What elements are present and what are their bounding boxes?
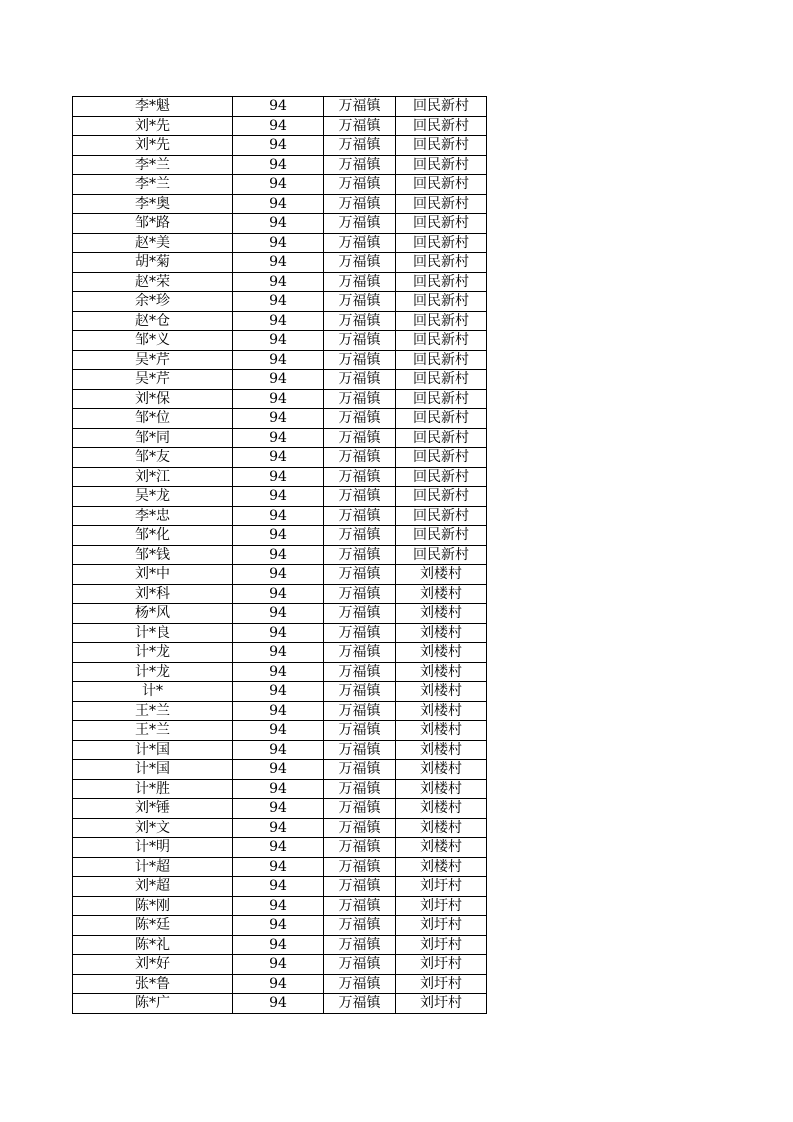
- value-cell: 94: [233, 935, 324, 955]
- name-cell: 刘*锤: [73, 799, 233, 819]
- value-cell: 94: [233, 331, 324, 351]
- value-cell: 94: [233, 194, 324, 214]
- table-row: [73, 974, 487, 994]
- village-cell: 刘楼村: [396, 799, 487, 819]
- table-row: [73, 877, 487, 897]
- name-cell: 邹*友: [73, 448, 233, 468]
- name-cell: 计*: [73, 682, 233, 702]
- village-cell: 回民新村: [396, 292, 487, 312]
- table-row: [73, 370, 487, 390]
- town-cell: 万福镇: [324, 643, 396, 663]
- table-row: [73, 311, 487, 331]
- town-cell: 万福镇: [324, 292, 396, 312]
- village-cell: 刘楼村: [396, 760, 487, 780]
- name-cell: 李*兰: [73, 155, 233, 175]
- name-cell: 刘*先: [73, 136, 233, 156]
- value-cell: 94: [233, 896, 324, 916]
- value-cell: 94: [233, 214, 324, 234]
- name-cell: 刘*好: [73, 955, 233, 975]
- name-cell: 刘*文: [73, 818, 233, 838]
- value-cell: 94: [233, 818, 324, 838]
- value-cell: 94: [233, 448, 324, 468]
- village-cell: 刘楼村: [396, 643, 487, 663]
- village-cell: 刘楼村: [396, 662, 487, 682]
- town-cell: 万福镇: [324, 526, 396, 546]
- value-cell: 94: [233, 857, 324, 877]
- name-cell: 陈*刚: [73, 896, 233, 916]
- name-cell: 吴*龙: [73, 487, 233, 507]
- village-cell: 回民新村: [396, 526, 487, 546]
- table-row: [73, 233, 487, 253]
- name-cell: 邹*路: [73, 214, 233, 234]
- table-row: [73, 721, 487, 741]
- name-cell: 邹*钱: [73, 545, 233, 565]
- value-cell: 94: [233, 701, 324, 721]
- name-cell: 邹*位: [73, 409, 233, 429]
- village-cell: 回民新村: [396, 97, 487, 117]
- name-cell: 王*兰: [73, 701, 233, 721]
- town-cell: 万福镇: [324, 721, 396, 741]
- village-cell: 回民新村: [396, 487, 487, 507]
- town-cell: 万福镇: [324, 857, 396, 877]
- town-cell: 万福镇: [324, 136, 396, 156]
- village-cell: 回民新村: [396, 214, 487, 234]
- table-row: [73, 97, 487, 117]
- village-cell: 刘楼村: [396, 838, 487, 858]
- value-cell: 94: [233, 760, 324, 780]
- village-cell: 回民新村: [396, 136, 487, 156]
- data-table: [72, 96, 487, 1014]
- value-cell: 94: [233, 955, 324, 975]
- value-cell: 94: [233, 253, 324, 273]
- name-cell: 刘*科: [73, 584, 233, 604]
- town-cell: 万福镇: [324, 896, 396, 916]
- town-cell: 万福镇: [324, 799, 396, 819]
- value-cell: 94: [233, 838, 324, 858]
- village-cell: 回民新村: [396, 467, 487, 487]
- name-cell: 李*忠: [73, 506, 233, 526]
- name-cell: 刘*中: [73, 565, 233, 585]
- name-cell: 胡*菊: [73, 253, 233, 273]
- value-cell: 94: [233, 350, 324, 370]
- value-cell: 94: [233, 604, 324, 624]
- value-cell: 94: [233, 311, 324, 331]
- name-cell: 陈*廷: [73, 916, 233, 936]
- town-cell: 万福镇: [324, 760, 396, 780]
- table-row: [73, 350, 487, 370]
- village-cell: 刘圩村: [396, 974, 487, 994]
- name-cell: 计*胜: [73, 779, 233, 799]
- town-cell: 万福镇: [324, 175, 396, 195]
- table-row: [73, 545, 487, 565]
- table-row: [73, 955, 487, 975]
- name-cell: 计*龙: [73, 662, 233, 682]
- name-cell: 计*明: [73, 838, 233, 858]
- name-cell: 计*国: [73, 740, 233, 760]
- value-cell: 94: [233, 175, 324, 195]
- value-cell: 94: [233, 467, 324, 487]
- table-row: [73, 253, 487, 273]
- village-cell: 回民新村: [396, 116, 487, 136]
- village-cell: 回民新村: [396, 175, 487, 195]
- name-cell: 赵*荣: [73, 272, 233, 292]
- table-row: [73, 214, 487, 234]
- village-cell: 回民新村: [396, 233, 487, 253]
- table-row: [73, 565, 487, 585]
- table-row: [73, 506, 487, 526]
- town-cell: 万福镇: [324, 214, 396, 234]
- village-cell: 回民新村: [396, 311, 487, 331]
- town-cell: 万福镇: [324, 116, 396, 136]
- town-cell: 万福镇: [324, 545, 396, 565]
- town-cell: 万福镇: [324, 487, 396, 507]
- table-body: [73, 97, 487, 1014]
- value-cell: 94: [233, 370, 324, 390]
- village-cell: 刘楼村: [396, 604, 487, 624]
- table-row: [73, 896, 487, 916]
- village-cell: 刘楼村: [396, 857, 487, 877]
- village-cell: 刘楼村: [396, 584, 487, 604]
- value-cell: 94: [233, 545, 324, 565]
- table-row: [73, 116, 487, 136]
- name-cell: 吴*芹: [73, 350, 233, 370]
- name-cell: 余*珍: [73, 292, 233, 312]
- village-cell: 回民新村: [396, 194, 487, 214]
- value-cell: 94: [233, 116, 324, 136]
- town-cell: 万福镇: [324, 97, 396, 117]
- table-row: [73, 857, 487, 877]
- village-cell: 刘楼村: [396, 740, 487, 760]
- village-cell: 刘圩村: [396, 916, 487, 936]
- village-cell: 回民新村: [396, 428, 487, 448]
- name-cell: 刘*超: [73, 877, 233, 897]
- village-cell: 回民新村: [396, 331, 487, 351]
- village-cell: 刘圩村: [396, 896, 487, 916]
- value-cell: 94: [233, 643, 324, 663]
- town-cell: 万福镇: [324, 194, 396, 214]
- name-cell: 赵*仓: [73, 311, 233, 331]
- value-cell: 94: [233, 916, 324, 936]
- value-cell: 94: [233, 565, 324, 585]
- town-cell: 万福镇: [324, 682, 396, 702]
- village-cell: 刘楼村: [396, 721, 487, 741]
- town-cell: 万福镇: [324, 740, 396, 760]
- town-cell: 万福镇: [324, 916, 396, 936]
- village-cell: 回民新村: [396, 155, 487, 175]
- table-row: [73, 428, 487, 448]
- village-cell: 回民新村: [396, 409, 487, 429]
- name-cell: 刘*先: [73, 116, 233, 136]
- name-cell: 陈*礼: [73, 935, 233, 955]
- village-cell: 回民新村: [396, 506, 487, 526]
- town-cell: 万福镇: [324, 565, 396, 585]
- name-cell: 陈*广: [73, 994, 233, 1014]
- value-cell: 94: [233, 409, 324, 429]
- town-cell: 万福镇: [324, 311, 396, 331]
- table-row: [73, 389, 487, 409]
- value-cell: 94: [233, 292, 324, 312]
- name-cell: 计*国: [73, 760, 233, 780]
- name-cell: 计*良: [73, 623, 233, 643]
- table-row: [73, 818, 487, 838]
- name-cell: 邹*同: [73, 428, 233, 448]
- value-cell: 94: [233, 623, 324, 643]
- name-cell: 计*龙: [73, 643, 233, 663]
- village-cell: 回民新村: [396, 448, 487, 468]
- town-cell: 万福镇: [324, 370, 396, 390]
- village-cell: 刘楼村: [396, 565, 487, 585]
- village-cell: 回民新村: [396, 272, 487, 292]
- table-row: [73, 155, 487, 175]
- town-cell: 万福镇: [324, 974, 396, 994]
- table-row: [73, 331, 487, 351]
- table-row: [73, 935, 487, 955]
- name-cell: 李*兰: [73, 175, 233, 195]
- value-cell: 94: [233, 721, 324, 741]
- table-row: [73, 526, 487, 546]
- village-cell: 回民新村: [396, 370, 487, 390]
- value-cell: 94: [233, 974, 324, 994]
- village-cell: 刘楼村: [396, 779, 487, 799]
- village-cell: 回民新村: [396, 389, 487, 409]
- town-cell: 万福镇: [324, 877, 396, 897]
- town-cell: 万福镇: [324, 604, 396, 624]
- value-cell: 94: [233, 662, 324, 682]
- table-row: [73, 272, 487, 292]
- town-cell: 万福镇: [324, 253, 396, 273]
- value-cell: 94: [233, 877, 324, 897]
- town-cell: 万福镇: [324, 955, 396, 975]
- town-cell: 万福镇: [324, 779, 396, 799]
- table-row: [73, 838, 487, 858]
- town-cell: 万福镇: [324, 818, 396, 838]
- name-cell: 杨*风: [73, 604, 233, 624]
- table-row: [73, 194, 487, 214]
- value-cell: 94: [233, 97, 324, 117]
- table-row: [73, 994, 487, 1014]
- name-cell: 邹*化: [73, 526, 233, 546]
- town-cell: 万福镇: [324, 448, 396, 468]
- town-cell: 万福镇: [324, 467, 396, 487]
- town-cell: 万福镇: [324, 994, 396, 1014]
- table-row: [73, 779, 487, 799]
- table-row: [73, 916, 487, 936]
- value-cell: 94: [233, 428, 324, 448]
- town-cell: 万福镇: [324, 838, 396, 858]
- table-row: [73, 292, 487, 312]
- table-row: [73, 662, 487, 682]
- value-cell: 94: [233, 233, 324, 253]
- value-cell: 94: [233, 136, 324, 156]
- value-cell: 94: [233, 682, 324, 702]
- table-row: [73, 136, 487, 156]
- table-row: [73, 409, 487, 429]
- town-cell: 万福镇: [324, 701, 396, 721]
- value-cell: 94: [233, 584, 324, 604]
- town-cell: 万福镇: [324, 233, 396, 253]
- town-cell: 万福镇: [324, 409, 396, 429]
- name-cell: 邹*义: [73, 331, 233, 351]
- value-cell: 94: [233, 779, 324, 799]
- name-cell: 赵*美: [73, 233, 233, 253]
- village-cell: 刘楼村: [396, 701, 487, 721]
- name-cell: 刘*江: [73, 467, 233, 487]
- town-cell: 万福镇: [324, 389, 396, 409]
- town-cell: 万福镇: [324, 155, 396, 175]
- table-row: [73, 487, 487, 507]
- value-cell: 94: [233, 799, 324, 819]
- value-cell: 94: [233, 994, 324, 1014]
- table-row: [73, 799, 487, 819]
- table-row: [73, 760, 487, 780]
- name-cell: 吴*芹: [73, 370, 233, 390]
- table-row: [73, 682, 487, 702]
- value-cell: 94: [233, 526, 324, 546]
- town-cell: 万福镇: [324, 331, 396, 351]
- value-cell: 94: [233, 506, 324, 526]
- table-row: [73, 448, 487, 468]
- name-cell: 李*魁: [73, 97, 233, 117]
- table-row: [73, 584, 487, 604]
- town-cell: 万福镇: [324, 623, 396, 643]
- name-cell: 刘*保: [73, 389, 233, 409]
- village-cell: 回民新村: [396, 545, 487, 565]
- value-cell: 94: [233, 487, 324, 507]
- town-cell: 万福镇: [324, 350, 396, 370]
- village-cell: 回民新村: [396, 253, 487, 273]
- value-cell: 94: [233, 272, 324, 292]
- village-cell: 刘圩村: [396, 935, 487, 955]
- village-cell: 刘圩村: [396, 877, 487, 897]
- table-row: [73, 643, 487, 663]
- town-cell: 万福镇: [324, 272, 396, 292]
- table-row: [73, 623, 487, 643]
- town-cell: 万福镇: [324, 428, 396, 448]
- name-cell: 李*奥: [73, 194, 233, 214]
- town-cell: 万福镇: [324, 662, 396, 682]
- value-cell: 94: [233, 740, 324, 760]
- town-cell: 万福镇: [324, 935, 396, 955]
- village-cell: 回民新村: [396, 350, 487, 370]
- value-cell: 94: [233, 389, 324, 409]
- table-row: [73, 175, 487, 195]
- village-cell: 刘楼村: [396, 818, 487, 838]
- name-cell: 王*兰: [73, 721, 233, 741]
- table-row: [73, 701, 487, 721]
- village-cell: 刘楼村: [396, 623, 487, 643]
- value-cell: 94: [233, 155, 324, 175]
- village-cell: 刘圩村: [396, 994, 487, 1014]
- name-cell: 张*鲁: [73, 974, 233, 994]
- village-cell: 刘楼村: [396, 682, 487, 702]
- table-row: [73, 467, 487, 487]
- town-cell: 万福镇: [324, 584, 396, 604]
- village-cell: 刘圩村: [396, 955, 487, 975]
- table-row: [73, 604, 487, 624]
- name-cell: 计*超: [73, 857, 233, 877]
- town-cell: 万福镇: [324, 506, 396, 526]
- table-row: [73, 740, 487, 760]
